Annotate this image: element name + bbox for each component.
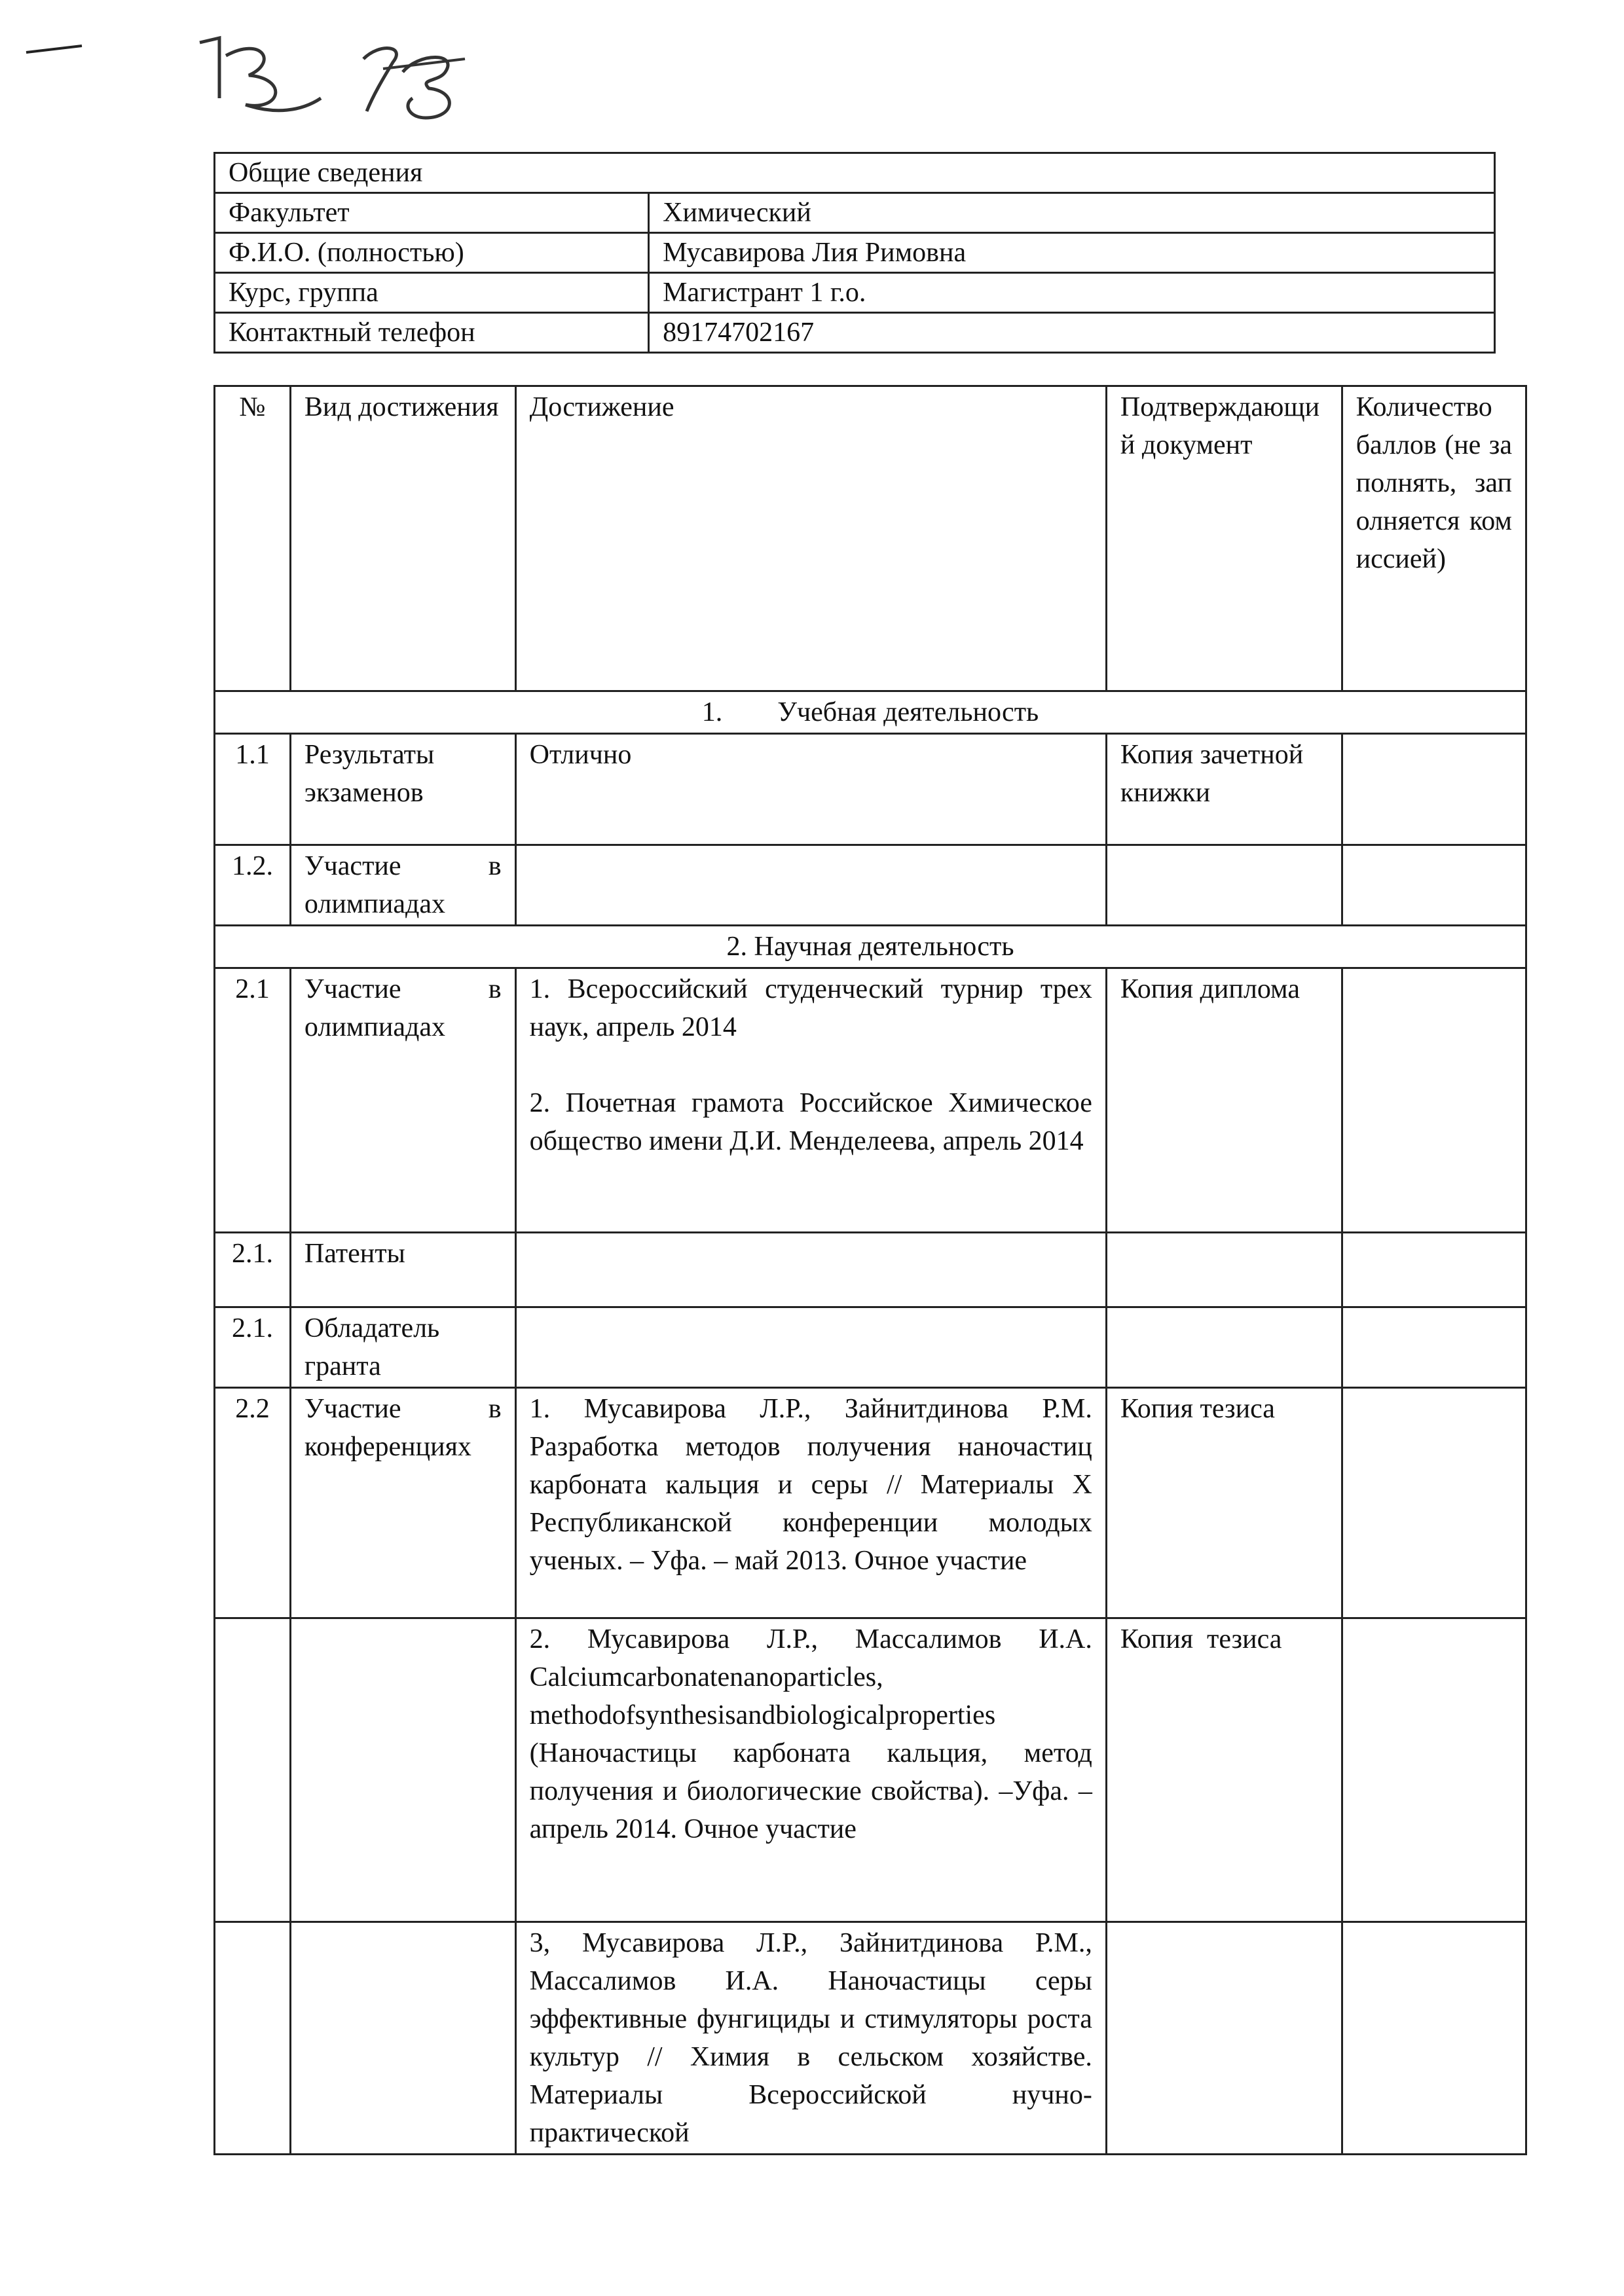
row-achievement (515, 1233, 1106, 1307)
row-document (1106, 845, 1342, 926)
row-type-word: Участие (304, 974, 401, 1004)
row-achievement: 1. Мусавирова Л.Р., Зайнитдинова Р.М. Разработка методов получения наночастиц карбоната кальция и серы // Материалы X Республиканской конференции молодых ученых. – Уфа. – май 2013. Очное участие (515, 1388, 1106, 1618)
row-type: Результаты экзаменов (290, 734, 515, 845)
row-document (1106, 1307, 1342, 1388)
row-score (1342, 1233, 1526, 1307)
info-value: Магистрант 1 г.о. (649, 273, 1495, 313)
info-label: Контактный телефон (215, 313, 649, 353)
table-row (215, 1922, 1526, 2155)
row-type-word: Участие (304, 851, 401, 881)
row-type: Обладатель гранта (290, 1307, 515, 1388)
info-header-row (215, 153, 1495, 193)
row-achievement (515, 1307, 1106, 1388)
section-row (215, 691, 1526, 734)
row-score (1342, 1922, 1526, 2155)
table-row (215, 1233, 1526, 1307)
header-num: № (215, 386, 291, 691)
general-info-table (213, 152, 1496, 354)
row-type (290, 1388, 515, 1618)
row-achievement (515, 968, 1106, 1233)
row-score (1342, 1388, 1526, 1618)
info-label: Факультет (215, 193, 649, 233)
row-achievement: 2. Мусавирова Л.Р., Массалимов И.А. Calciumcarbonatenanoparticles, methodofsynthesisandbiologicalproperties (Наночастицы карбоната кальция, метод получения и биологические свойства). –Уфа. – апрель 2014. Очное участие (515, 1618, 1106, 1922)
header-achievement: Достижение (515, 386, 1106, 691)
header-score: Количество баллов (не заполнять, заполняется комиссией) (1342, 386, 1526, 691)
table-row (215, 845, 1526, 926)
row-document: Копия зачетной книжки (1106, 734, 1342, 845)
info-value: Химический (649, 193, 1495, 233)
header-document: Подтверждающий документ (1106, 386, 1342, 691)
row-type (290, 845, 515, 926)
svg-text:13 73: 13 73 (0, 0, 2, 1)
info-row-phone (215, 313, 1495, 353)
row-achievement: 3, Мусавирова Л.Р., Зайнитдинова Р.М., Массалимов И.А. Наночастицы серы эффективные фунгициды и стимуляторы роста культур // Химия в сельском хозяйстве. Материалы Всероссийской нучно-практической (515, 1922, 1106, 2155)
table-header-row (215, 386, 1526, 691)
row-num (215, 1618, 291, 1922)
row-num: 1.2. (215, 845, 291, 926)
row-num: 1.1 (215, 734, 291, 845)
info-label: Ф.И.О. (полностью) (215, 233, 649, 273)
achievements-table (213, 385, 1527, 2155)
row-score (1342, 1307, 1526, 1388)
table-row (215, 968, 1526, 1233)
row-type-word: олимпиадах (304, 1012, 445, 1042)
row-type (290, 1922, 515, 2155)
row-type: Патенты (290, 1233, 515, 1307)
achievement-item: 1. Всероссийский студенческий турнир трех наук, апрель 2014 (529, 974, 1092, 1042)
row-num (215, 1922, 291, 2155)
row-num: 2.1 (215, 968, 291, 1233)
info-row-course (215, 273, 1495, 313)
table-row (215, 1618, 1526, 1922)
row-document: Копия диплома (1106, 968, 1342, 1233)
info-row-faculty (215, 193, 1495, 233)
table-row (215, 734, 1526, 845)
table-row (215, 1307, 1526, 1388)
row-score (1342, 1618, 1526, 1922)
row-type-word: в (488, 1394, 502, 1424)
row-num: 2.1. (215, 1307, 291, 1388)
row-document: Копия тезиса (1106, 1618, 1342, 1922)
info-label: Курс, группа (215, 273, 649, 313)
row-score (1342, 968, 1526, 1233)
info-header: Общие сведения (215, 153, 1495, 193)
row-type (290, 1618, 515, 1922)
header-type: Вид достижения (290, 386, 515, 691)
row-score (1342, 845, 1526, 926)
row-type (290, 968, 515, 1233)
row-type-word: Участие (304, 1394, 401, 1424)
row-document (1106, 1922, 1342, 2155)
achievement-item: 2. Почетная грамота Российское Химическое общество имени Д.И. Менделеева, апрель 2014 (529, 1088, 1092, 1156)
row-type-word: конференциях (304, 1432, 471, 1462)
row-type-word: в (488, 974, 502, 1004)
row-type-word: олимпиадах (304, 889, 445, 919)
handwritten-note (0, 0, 524, 144)
info-row-name (215, 233, 1495, 273)
row-score (1342, 734, 1526, 845)
row-num: 2.2 (215, 1388, 291, 1618)
section-row (215, 926, 1526, 968)
row-achievement (515, 845, 1106, 926)
info-value: Мусавирова Лия Римовна (649, 233, 1495, 273)
section-title-study: 1. Учебная деятельность (215, 691, 1526, 734)
section-title-science: 2. Научная деятельность (215, 926, 1526, 968)
info-value: 89174702167 (649, 313, 1495, 353)
row-document (1106, 1233, 1342, 1307)
row-document: Копия тезиса (1106, 1388, 1342, 1618)
row-num: 2.1. (215, 1233, 291, 1307)
table-row (215, 1388, 1526, 1618)
row-type-word: в (488, 851, 502, 881)
row-achievement: Отлично (515, 734, 1106, 845)
